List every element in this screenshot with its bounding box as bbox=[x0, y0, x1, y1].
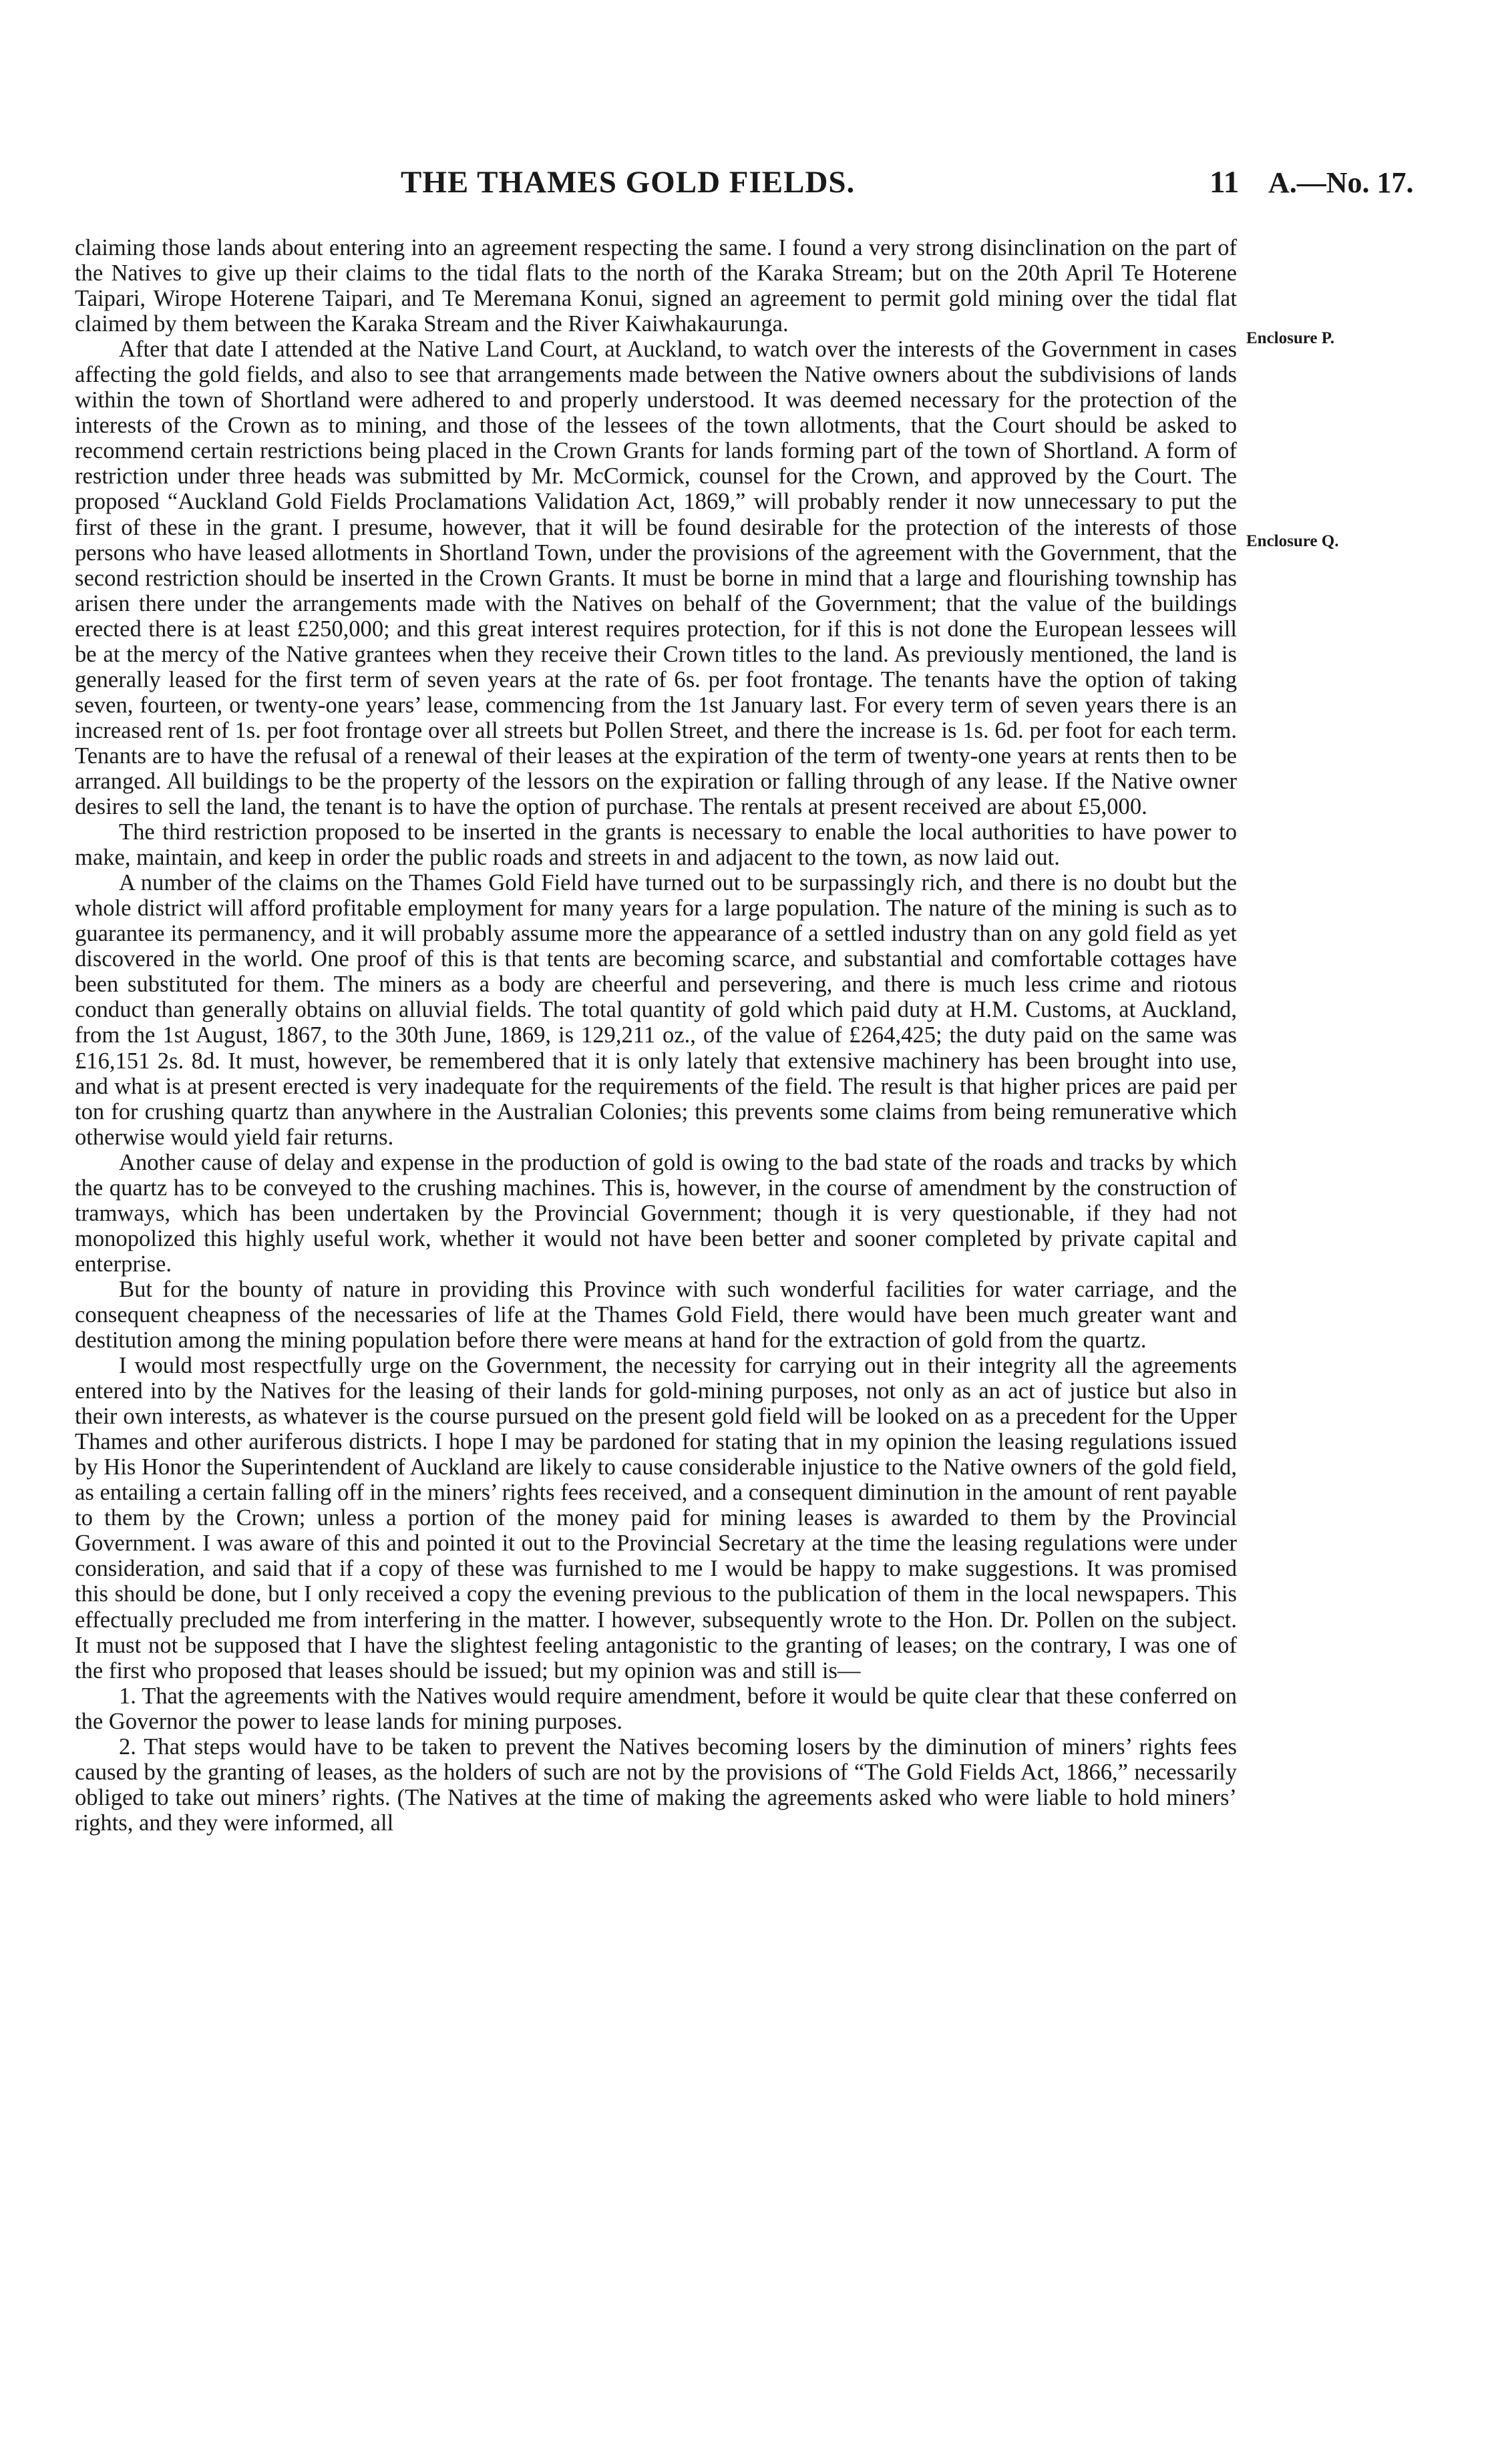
paragraph: A number of the claims on the Thames Gold Field have turned out to be surpassingly rich, and there is no doubt but the whole district will afford profitable employment for many years for a large population. The nature of the mining is such as to guarantee its permanency, and it will probably assume more the appearance of a settled industry than on any gold field as yet discovered in the world. One proof of this is that tents are becoming scarce, and substantial and comfortable cottages have been substituted for them. The miners as a body are cheerful and persevering, and there is much less crime and riotous conduct than generally obtains on alluvial fields. The total quantity of gold which paid duty at H.M. Customs, at Auckland, from the 1st August, 1867, to the 30th June, 1869, is 129,211 oz., of the value of £264,425; the duty paid on the same was £16,151 2s. 8d. It must, however, be remembered that it is only lately that extensive machinery has been brought into use, and what is at present erected is very inadequate for the requirements of the field. The result is that higher prices are paid per ton for crushing quartz than anywhere in the Australian Colonies; this prevents some claims from being remunerative which otherwise would yield fair returns. bbox=[75, 870, 1237, 1150]
page-title: THE THAMES GOLD FIELDS. bbox=[401, 165, 856, 200]
paragraph: I would most respectfully urge on the Government, the necessity for carrying out in their integrity all the agreements entered into by the Natives for the leasing of their lands for gold-mining purposes, not only as an act of justice but also in their own interests, as whatever is the course pursued on the present gold field will be looked on as a precedent for the Upper Thames and other auriferous districts. I hope I may be pardoned for stating that in my opinion the leasing regulations issued by His Honor the Superintendent of Auckland are likely to cause considerable injustice to the Native owners of the gold field, as entailing a certain falling off in the miners’ rights fees received, and a consequent diminution in the amount of rent payable to them by the Crown; unless a portion of the money paid for mining leases is awarded to them by the Provincial Government. I was aware of this and pointed it out to the Provincial Secretary at the time the leasing regulations were under consideration, and said that if a copy of these was furnished to me I would be happy to make suggestions. It was promised this should be done, but I only received a copy the evening previous to the publication of them in the local newspapers. This effectually precluded me from interfering in the matter. I however, subsequently wrote to the Hon. Dr. Pollen on the subject. It must not be supposed that I have the slightest feeling antagonistic to the granting of leases; on the contrary, I was one of the first who proposed that leases should be issued; but my opinion was and still is— bbox=[75, 1353, 1237, 1683]
margin-note-enclosure-q: Enclosure Q. bbox=[1246, 532, 1339, 550]
list-item: 1. That the agreements with the Natives would require amendment, before it would be quite clear that these conferred on the Governor the power to lease lands for mining purposes. bbox=[75, 1683, 1237, 1734]
paper-reference: A.—No. 17. bbox=[1268, 166, 1414, 199]
page-number: 11 bbox=[1209, 165, 1240, 200]
list-item: 2. That steps would have to be taken to prevent the Natives becoming losers by the diminution of miners’ rights fees caused by the granting of leases, as the holders of such are not by the provisions of “The Gold Fields Act, 1866,” necessarily obliged to take out miners’ rights. (The Natives at the time of making the agreements asked who were liable to hold miners’ rights, and they were informed, all bbox=[75, 1733, 1237, 1836]
paragraph: Another cause of delay and expense in the production of gold is owing to the bad state of the roads and tracks by which the quartz has to be conveyed to the crushing machines. This is, however, in the course of amendment by the construction of tramways, which has been undertaken by the Provincial Government; though it is very questionable, if they had not monopolized this highly useful work, whether it would not have been better and sooner completed by private capital and enterprise. bbox=[75, 1149, 1237, 1277]
paragraph: But for the bounty of nature in providing this Province with such wonderful facilities for water carriage, and the consequent cheapness of the necessaries of life at the Thames Gold Field, there would have been much greater want and destitution among the mining population before there were means at hand for the extraction of gold from the quartz. bbox=[75, 1276, 1237, 1354]
paragraph: claiming those lands about entering into an agreement respecting the same. I found a very strong disinclination on the part of the Natives to give up their claims to the tidal flats to the north of the Karaka Stream; but on the 20th April Te Hoterene Taipari, Wirope Hoterene Taipari, and Te Meremana Konui, signed an agreement to permit gold mining over the tidal flat claimed by them between the Karaka Stream and the River Kaiwhakaurunga. bbox=[75, 235, 1237, 337]
margin-note-enclosure-p: Enclosure P. bbox=[1246, 329, 1334, 347]
paragraph: After that date I attended at the Native Land Court, at Auckland, to watch over the interests of the Government in cases affecting the gold fields, and also to see that arrangements made between the Native owners about the subdivisions of lands within the town of Shortland were adhered to and properly understood. It was deemed necessary for the protection of the interests of the Crown as to mining, and those of the lessees of the town allotments, that the Court should be asked to recommend certain restrictions being placed in the Crown Grants for lands forming part of the town of Shortland. A form of restriction under three heads was submitted by Mr. McCormick, counsel for the Crown, and approved by the Court. The proposed “Auckland Gold Fields Proclamations Validation Act, 1869,” will probably render it now unnecessary to put the first of these in the grant. I presume, however, that it will be found desirable for the protection of the interests of those persons who have leased allotments in Shortland Town, under the provisions of the agreement with the Government, that the second restriction should be inserted in the Crown Grants. It must be borne in mind that a large and flourishing township has arisen there under the arrangements made with the Natives on behalf of the Government; that the value of the buildings erected there is at least £250,000; and this great interest requires protection, for if this is not done the European lessees will be at the mercy of the Native grantees when they receive their Crown titles to the land. As previously mentioned, the land is generally leased for the first term of seven years at the rate of 6s. per foot frontage. The tenants have the option of taking seven, fourteen, or twenty-one years’ lease, commencing from the 1st January last. For every term of seven years there is an increased rent of 1s. per foot frontage over all streets but Pollen Street, and there the increase is 1s. 6d. per foot for each term. Tenants are to have the refusal of a renewal of their leases at the expiration of the term of twenty-one years at rents then to be arranged. All buildings to be the property of the lessors on the expiration or falling through of any lease. If the Native owner desires to sell the land, the tenant is to have the option of purchase. The rentals at present received are about £5,000. bbox=[75, 337, 1237, 820]
body-text bbox=[75, 235, 1237, 1836]
paragraph: The third restriction proposed to be inserted in the grants is necessary to enable the local authorities to have power to make, maintain, and keep in order the public roads and streets in and adjacent to the town, as now laid out. bbox=[75, 819, 1237, 871]
page-header bbox=[0, 164, 1490, 211]
